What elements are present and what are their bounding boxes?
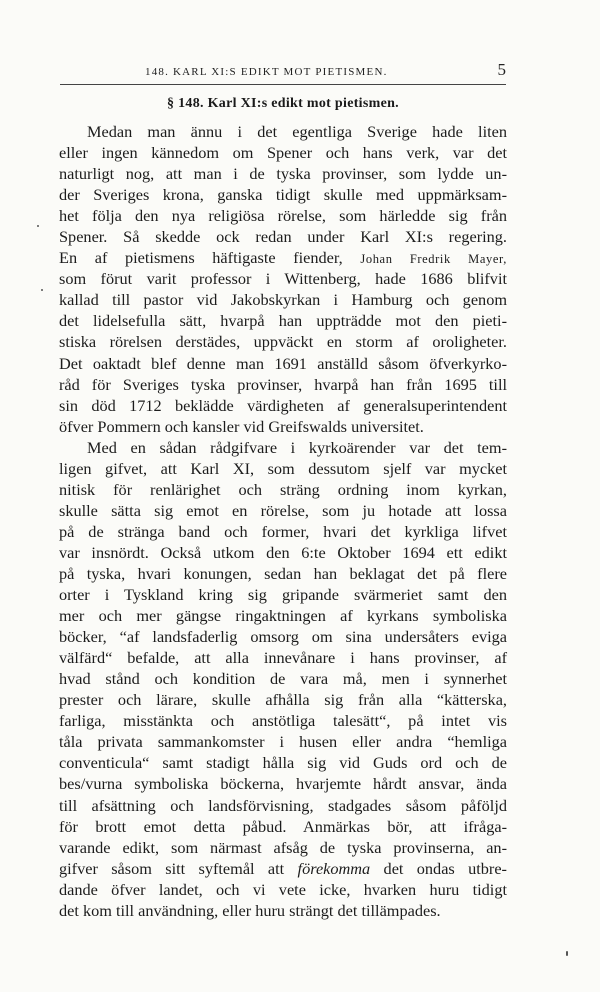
text-line: nitisk för renlärighet och sträng ordning inom kyrkan,	[59, 479, 507, 499]
print-speck	[566, 951, 568, 956]
small-caps-name: Johan Fredrik Mayer,	[360, 252, 507, 267]
text-line: bes/vurna symboliska böckerna, hvarjemte hårdt ansvar, ända	[59, 774, 507, 794]
text-line: som förut varit professor i Wittenberg, hade 1686 blifvit	[59, 269, 507, 289]
header-rule	[60, 84, 506, 85]
text-line	[59, 247, 507, 268]
text-line: det kom till användning, eller huru strängt det tillämpades.	[59, 900, 441, 920]
text-line: prester och lärare, skulle afhålla sig från alla “kätterska,	[59, 690, 507, 710]
text-line: farliga, misstänkta och anstötliga talesätt“, på intet vis	[59, 711, 507, 731]
print-speck	[37, 225, 39, 227]
text-line: till afsättning och landsförvisning, stadgades såsom påföljd	[59, 795, 507, 815]
text-line: var insnördt. Också utkom den 6:te Oktober 1694 ett edikt	[59, 542, 507, 562]
text-line: skulle sätta sig emot en rörelse, som ju hotade att lossa	[59, 500, 507, 520]
text-line: Med en sådan rådgifvare i kyrkoärender var det tem-	[87, 437, 507, 457]
text-line: ligen gifvet, att Karl XI, som dessutom sjelf var mycket	[59, 458, 507, 478]
text-line: välfärd“ befalde, att alla innevånare i hans provinser, af	[59, 648, 507, 668]
text-line: på tyska, hvari konungen, sedan han beklagat det på flere	[59, 563, 507, 583]
text-line: det lidelsefulla sätt, hvarpå han uppträdde mot den pieti-	[59, 311, 507, 331]
text-line: naturligt nog, att man i de tyska provinser, som lydde un-	[59, 164, 507, 184]
text-line: het följa den nya religiösa rörelse, som härledde sig från	[59, 206, 507, 226]
print-speck	[41, 289, 43, 291]
text-line: för brott emot detta påbud. Anmärkas bör, att ifråga-	[59, 816, 507, 836]
text-line: varande edikt, som närmast afsåg de tyska provinserna, an-	[59, 837, 507, 857]
text-line	[59, 858, 507, 879]
text-fragment: En af pietismens häftigaste fiender,	[59, 248, 343, 268]
text-fragment: det ondas utbre-	[383, 858, 507, 878]
text-line: kallad till pastor vid Jakobskyrkan i Hamburg och genom	[59, 290, 507, 310]
text-line: öfver Pommern och kansler vid Greifswalds universitet.	[59, 416, 424, 436]
text-line: sin död 1712 beklädde värdigheten af generalsuperintendent	[59, 395, 507, 415]
text-line: på de stränga band och former, hvari det kyrkliga lifvet	[59, 521, 507, 541]
text-line: orter i Tyskland kring sig gripande svärmeriet samt den	[59, 585, 507, 605]
text-line: mer och mer gängse ringaktningen af kyrkans symboliska	[59, 606, 507, 626]
text-fragment: gifver såsom sitt syftemål att	[59, 858, 285, 878]
text-line: böcker, “af landsfaderlig omsorg om sina undersåters eviga	[59, 627, 507, 647]
text-line: Spener. Så skedde ock redan under Karl XI:s regering.	[59, 227, 507, 247]
text-line: der Sveriges krona, ganska tidigt skulle med uppmärksam-	[59, 185, 507, 205]
text-line: dande öfver landet, och vi vete icke, hvarken huru tidigt	[59, 879, 507, 899]
text-line: tåla privata sammankomster i husen eller andra “hemliga	[59, 732, 507, 752]
section-heading: § 148. Karl XI:s edikt mot pietismen.	[167, 96, 399, 111]
running-title: 148. KARL XI:S EDIKT MOT PIETISMEN.	[145, 66, 388, 78]
body-text	[59, 121, 507, 921]
page-number: 5	[497, 60, 506, 79]
text-line: hvad stånd och kondition de vara må, men i synnerhet	[59, 669, 507, 689]
running-head	[60, 62, 506, 82]
text-line: stiska rörelsen derstädes, uppväckt en storm af oroligheter.	[59, 332, 507, 352]
paragraph-1	[59, 121, 507, 437]
text-line: råd för Sveriges tyska provinser, hvarpå han från 1695 till	[59, 374, 507, 394]
italic-word: förekomma	[297, 858, 371, 878]
text-line: conventicula“ samt stadigt hålla sig vid Guds ord och de	[59, 753, 507, 773]
text-line: eller ingen kännedom om Spener och hans verk, var det	[59, 143, 507, 163]
text-line: Det oaktadt blef denne man 1691 anställd såsom öfverkyrko-	[59, 353, 507, 373]
paragraph-2	[59, 437, 507, 921]
text-line: Medan man ännu i det egentliga Sverige hade liten	[87, 122, 507, 141]
